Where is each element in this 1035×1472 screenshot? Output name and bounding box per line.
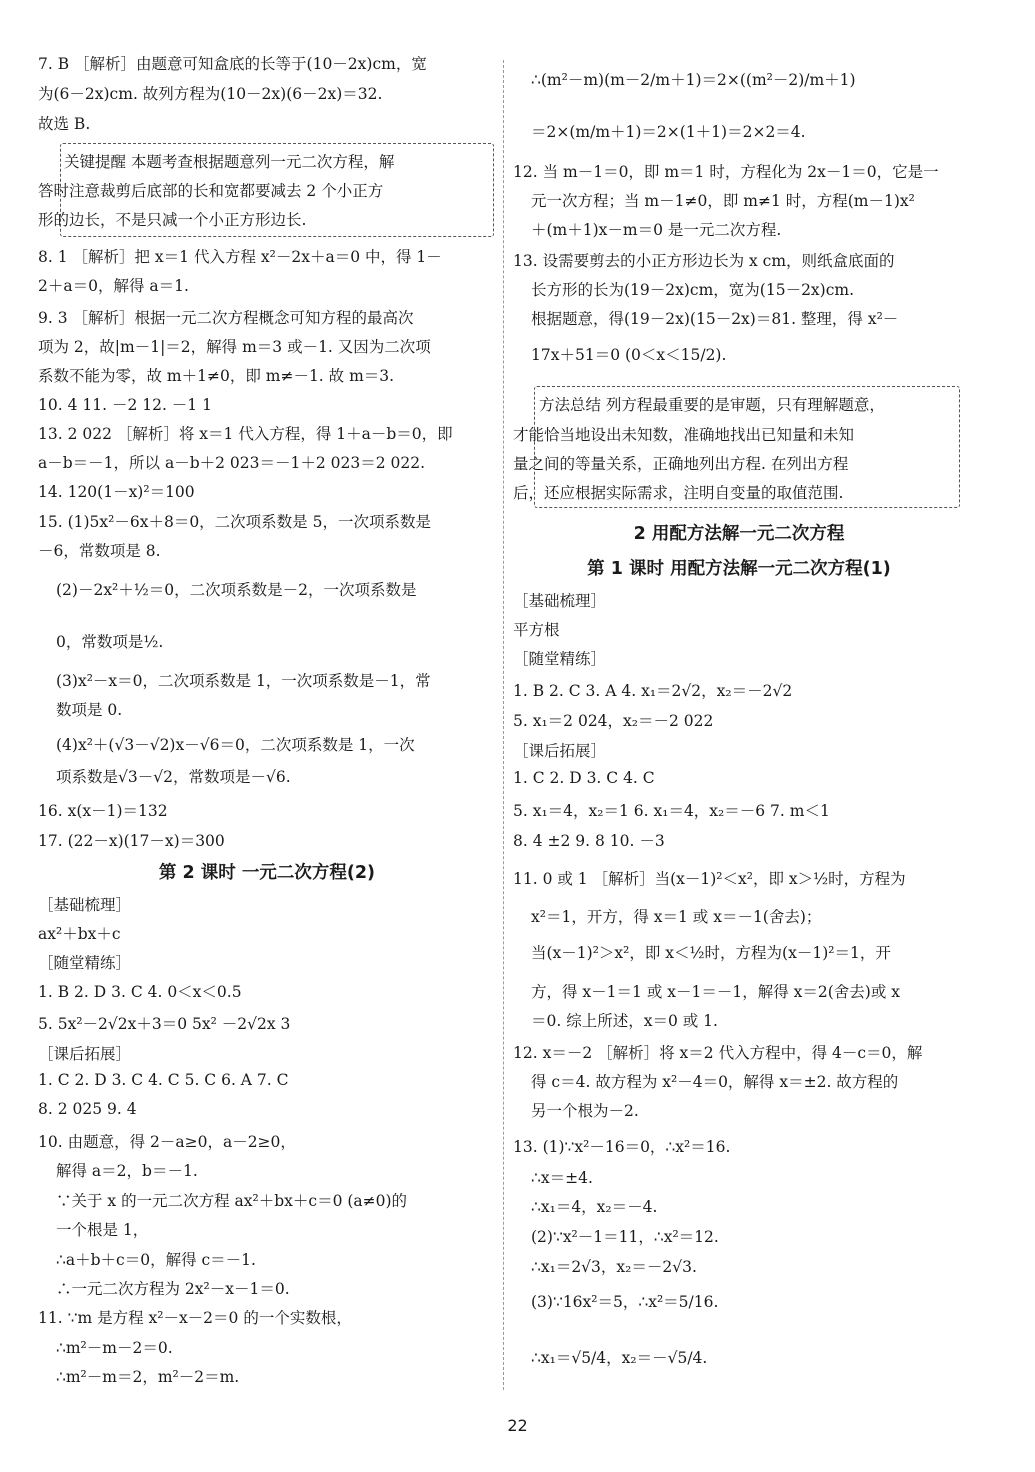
text-line: 5. x₁＝4，x₂＝1 6. x₁＝4，x₂＝－6 7. m＜1 xyxy=(513,802,830,820)
text-line: 元一次方程；当 m－1≠0，即 m≠1 时，方程(m－1)x² xyxy=(531,192,915,210)
text-line: 10. 由题意，得 2－a≥0，a－2≥0， xyxy=(38,1133,296,1151)
text-line: ［随堂精练］ xyxy=(513,650,607,668)
text-line: 数项是 0. xyxy=(56,701,123,719)
text-line: 一个根是 1， xyxy=(56,1221,149,1239)
text-line: ∴一元二次方程为 2x²－x－1＝0. xyxy=(56,1280,290,1298)
text-line: 5. x₁＝2 024，x₂＝－2 022 xyxy=(513,712,714,730)
text-line: 8. 4 ±2 9. 8 10. －3 xyxy=(513,832,665,850)
text-line: ［基础梳理］ xyxy=(513,592,607,610)
text-line: 9. 3 ［解析］根据一元二次方程概念可知方程的最高次 xyxy=(38,309,414,327)
text-line: ＋(m＋1)x－m＝0 是一元二次方程. xyxy=(531,221,782,239)
text-line: 另一个根为－2. xyxy=(531,1102,639,1120)
text-line: 1. B 2. D 3. C 4. 0＜x＜0.5 xyxy=(38,983,242,1001)
text-line: 10. 4 11. －2 12. －1 1 xyxy=(38,396,212,414)
text-line: ［基础梳理］ xyxy=(38,896,132,914)
tip-heading-line: 关键提醒 本题考查根据题意列一元二次方程，解 xyxy=(64,153,395,171)
text-line: 2＋a＝0，解得 a＝1. xyxy=(38,277,189,295)
text-line: 得 c＝4. 故方程为 x²－4＝0，解得 x＝±2. 故方程的 xyxy=(531,1073,899,1091)
text-line: 16. x(x－1)＝132 xyxy=(38,802,168,820)
section-heading: 2 用配方法解一元二次方程 xyxy=(633,524,845,544)
text-line: 解得 a＝2，b＝－1. xyxy=(56,1162,198,1180)
text-line: (2)－2x²＋½＝0，二次项系数是－2，一次项系数是 xyxy=(56,581,417,599)
text-line: ∵关于 x 的一元二次方程 ax²＋bx＋c＝0 (a≠0)的 xyxy=(56,1192,408,1210)
text-line: 根据题意，得(19－2x)(15－2x)＝81. 整理，得 x²－ xyxy=(531,310,899,328)
text-line: 14. 120(1－x)²＝100 xyxy=(38,483,195,501)
text-line: 形的边长，不是只减一个小正方形边长. xyxy=(38,211,307,229)
text-line: 8. 2 025 9. 4 xyxy=(38,1100,137,1118)
text-line: ∴(m²－m)(m－2/m＋1)＝2×((m²－2)/m＋1) xyxy=(531,71,856,89)
text-line: 17. (22－x)(17－x)＝300 xyxy=(38,832,225,850)
text-line: 5. 5x²－2√2x＋3＝0 5x² －2√2x 3 xyxy=(38,1015,291,1033)
text-line: 8. 1 ［解析］把 x＝1 代入方程 x²－2x＋a＝0 中，得 1－ xyxy=(38,248,442,266)
text-line: ［随堂精练］ xyxy=(38,954,132,972)
text-line: (2)∵x²－1＝11，∴x²＝12. xyxy=(531,1228,719,1246)
text-line: 13. 2 022 ［解析］将 x＝1 代入方程，得 1＋a－b＝0，即 xyxy=(38,425,453,443)
text-line: ∴x₁＝√5/4，x₂＝－√5/4. xyxy=(531,1349,708,1367)
text-line: a－b＝－1，所以 a－b＋2 023＝－1＋2 023＝2 022. xyxy=(38,454,426,472)
text-line: 为(6－2x)cm. 故列方程为(10－2x)(6－2x)＝32. xyxy=(38,85,383,103)
text-line: 当(x－1)²＞x²，即 x＜½时，方程为(x－1)²＝1，开 xyxy=(531,944,891,962)
text-line: 项为 2，故|m－1|＝2，解得 m＝3 或－1. 又因为二次项 xyxy=(38,338,431,356)
text-line: 17x＋51＝0 (0＜x＜15/2). xyxy=(531,346,727,364)
section-heading: 第 1 课时 用配方法解一元二次方程(1) xyxy=(587,559,891,579)
text-line: 15. (1)5x²－6x＋8＝0，二次项系数是 5，一次项系数是 xyxy=(38,513,431,531)
text-line: 1. C 2. D 3. C 4. C xyxy=(513,769,655,787)
page-number: 22 xyxy=(507,1416,528,1435)
text-line: －6，常数项是 8. xyxy=(38,542,161,560)
text-line: 12. x＝－2 ［解析］将 x＝2 代入方程中，得 4－c＝0，解 xyxy=(513,1044,923,1062)
text-line: 系数不能为零，故 m＋1≠0，即 m≠－1. 故 m＝3. xyxy=(38,367,395,385)
text-line: ［课后拓展］ xyxy=(38,1045,132,1063)
text-line: 7. B ［解析］由题意可知盒底的长等于(10－2x)cm，宽 xyxy=(38,55,427,73)
text-line: (3)∵16x²＝5，∴x²＝5/16. xyxy=(531,1293,719,1311)
section-heading: 第 2 课时 一元二次方程(2) xyxy=(158,863,376,883)
text-line: ＝2×(m/m＋1)＝2×(1＋1)＝2×2＝4. xyxy=(531,123,806,141)
text-line: 1. C 2. D 3. C 4. C 5. C 6. A 7. C xyxy=(38,1071,289,1089)
text-line: 项系数是√3－√2，常数项是－√6. xyxy=(56,768,291,786)
text-line: 后，还应根据实际需求，注明自变量的取值范围. xyxy=(513,484,844,502)
text-line: ∴m²－m－2＝0. xyxy=(56,1339,173,1357)
text-line: ［课后拓展］ xyxy=(513,742,607,760)
text-line: ∴m²－m＝2，m²－2＝m. xyxy=(56,1368,240,1386)
text-line: ax²＋bx＋c xyxy=(38,925,121,943)
text-line: 才能恰当地设出未知数，准确地找出已知量和未知 xyxy=(513,426,855,444)
text-line: ∴x₁＝4，x₂＝－4. xyxy=(531,1198,658,1216)
text-line: (4)x²＋(√3－√2)x－√6＝0，二次项系数是 1，一次 xyxy=(56,736,415,754)
text-line: 1. B 2. C 3. A 4. x₁＝2√2，x₂＝－2√2 xyxy=(513,682,793,700)
text-line: 13. (1)∵x²－16＝0，∴x²＝16. xyxy=(513,1138,731,1156)
text-line: ＝0. 综上所述，x＝0 或 1. xyxy=(531,1012,718,1030)
text-line: ∴a＋b＋c＝0，解得 c＝－1. xyxy=(56,1251,256,1269)
text-line: x²＝1，开方，得 x＝1 或 x＝－1(舍去)； xyxy=(531,908,822,926)
text-line: 方，得 x－1＝1 或 x－1＝－1，解得 x＝2(舍去)或 x xyxy=(531,983,901,1001)
text-line: 长方形的长为(19－2x)cm，宽为(15－2x)cm. xyxy=(531,281,855,299)
text-line: 11. 0 或 1 ［解析］当(x－1)²＜x²，即 x＞½时，方程为 xyxy=(513,870,906,888)
text-line: ∴x₁＝2√3，x₂＝－2√3. xyxy=(531,1258,697,1276)
text-line: 0，常数项是½. xyxy=(56,633,164,651)
text-line: 平方根 xyxy=(513,621,560,639)
text-line: 故选 B. xyxy=(38,115,91,133)
text-line: 13. 设需要剪去的小正方形边长为 x cm，则纸盒底面的 xyxy=(513,252,895,270)
text-line: (3)x²－x＝0，二次项系数是 1，一次项系数是－1，常 xyxy=(56,672,431,690)
text-line: 11. ∵m 是方程 x²－x－2＝0 的一个实数根， xyxy=(38,1309,352,1327)
text-line: 量之间的等量关系，正确地列出方程. 在列出方程 xyxy=(513,455,849,473)
text-line: ∴x＝±4. xyxy=(531,1169,593,1187)
tip-heading-line: 方法总结 列方程最重要的是审题，只有理解题意， xyxy=(539,396,885,414)
text-line: 答时注意裁剪后底部的长和宽都要减去 2 个小正方 xyxy=(38,182,384,200)
text-line: 12. 当 m－1＝0，即 m＝1 时，方程化为 2x－1＝0，它是一 xyxy=(513,163,939,181)
